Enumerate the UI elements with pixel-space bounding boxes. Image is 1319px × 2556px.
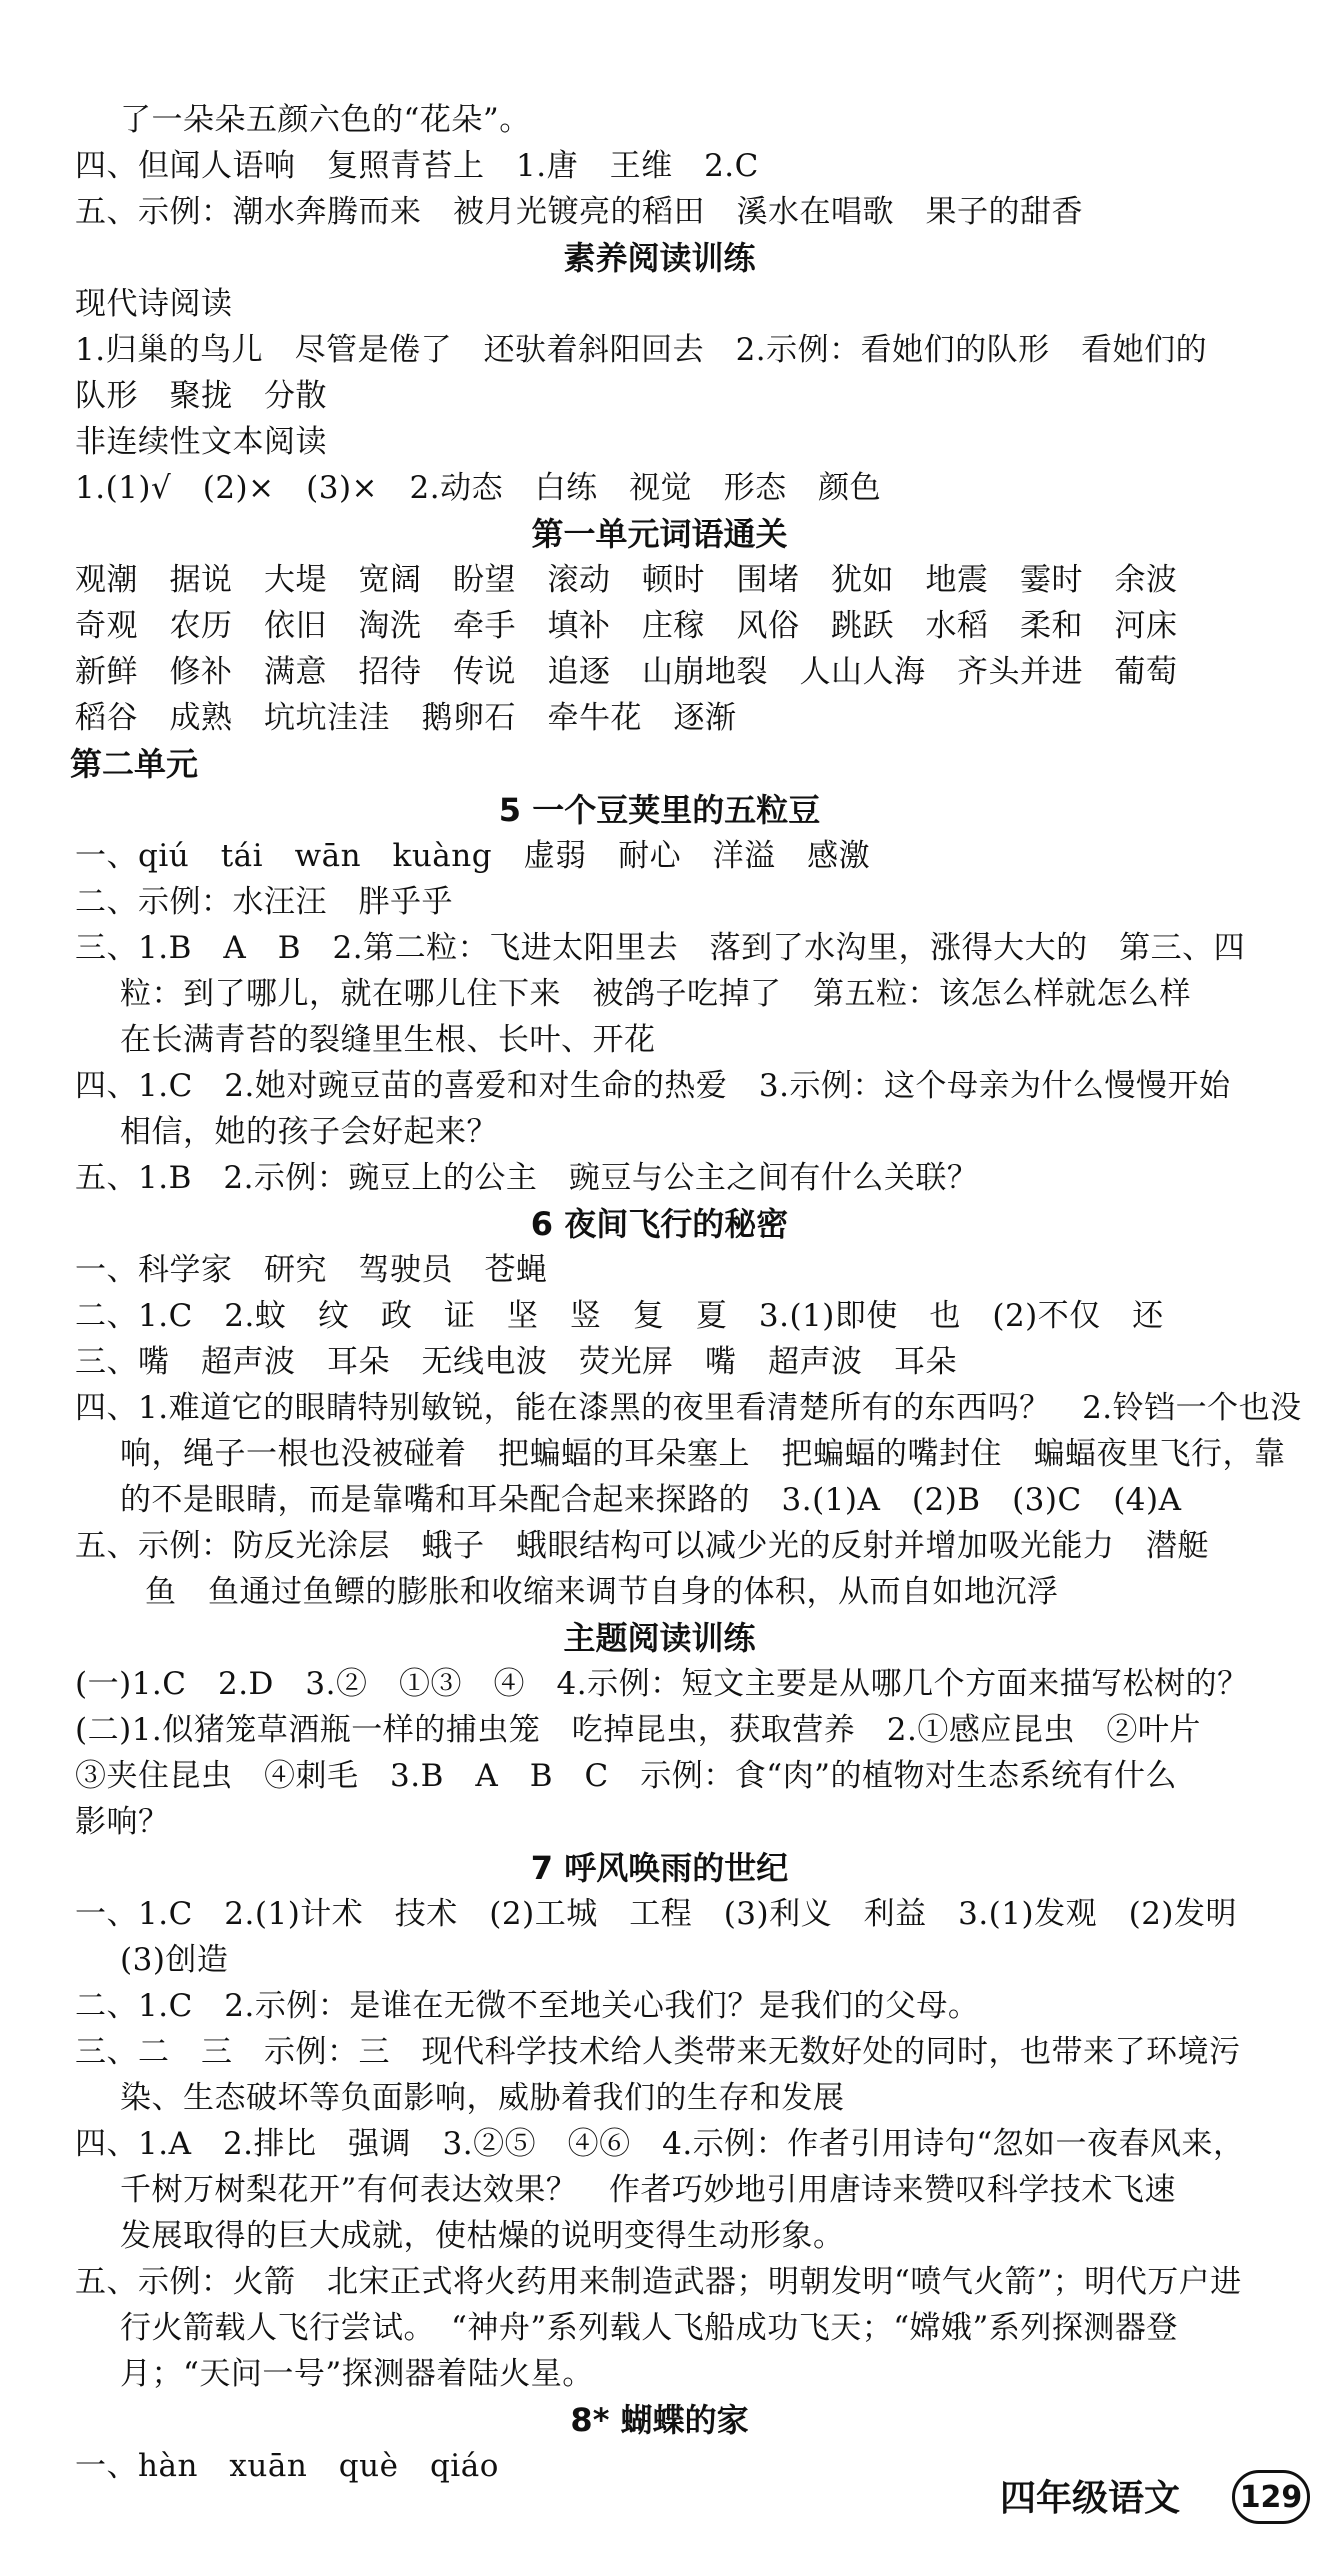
text-line: 一、1.C 2.(1)计术 技术 (2)工城 工程 (3)利义 利益 3.(1)发观 (2)发明 bbox=[75, 1896, 1238, 1932]
text-line: 四、但闻人语响 复照青苔上 1.唐 王维 2.C bbox=[75, 148, 759, 184]
text-line: 三、1.B A B 2.第二粒：飞进太阳里去 落到了水沟里，涨得大大的 第三、四 bbox=[75, 930, 1246, 966]
text-line: 非连续性文本阅读 bbox=[75, 424, 327, 460]
text-line: 四、1.C 2.她对豌豆苗的喜爱和对生命的热爱 3.示例：这个母亲为什么慢慢开始 bbox=[75, 1068, 1231, 1104]
section-heading: 第一单元词语通关 bbox=[531, 515, 788, 553]
text-line: 发展取得的巨大成就，使枯燥的说明变得生动形象。 bbox=[120, 2218, 845, 2254]
section-heading: 素养阅读训练 bbox=[563, 239, 756, 277]
text-line: 鱼 鱼通过鱼鳔的膨胀和收缩来调节自身的体积，从而自如地沉浮 bbox=[145, 1574, 1059, 1610]
page-number: 129 bbox=[1239, 2479, 1303, 2515]
text-line: 月；“天问一号”探测器着陆火星。 bbox=[120, 2356, 594, 2392]
text-line: 二、1.C 2.蚊 纹 政 证 坚 竖 复 夏 3.(1)即使 也 (2)不仅 还 bbox=[75, 1298, 1164, 1334]
text-line: 现代诗阅读 bbox=[75, 286, 233, 322]
text-line: 四、1.A 2.排比 强调 3.②⑤ ④⑥ 4.示例：作者引用诗句“忽如一夜春风来， bbox=[75, 2126, 1245, 2162]
text-line: 四、1.难道它的眼睛特别敏锐，能在漆黑的夜里看清楚所有的东西吗？ 2.铃铛一个也没 bbox=[75, 1390, 1302, 1426]
text-line: 千树万树梨花开”有何表达效果？ 作者巧妙地引用唐诗来赞叹科学技术飞速 bbox=[120, 2172, 1176, 2208]
text-line: 三、嘴 超声波 耳朵 无线电波 荧光屏 嘴 超声波 耳朵 bbox=[75, 1344, 957, 1380]
text-line: 队形 聚拢 分散 bbox=[75, 378, 327, 414]
text-line: (二)1.似猪笼草酒瓶一样的捕虫笼 吃掉昆虫，获取营养 2.①感应昆虫 ②叶片 bbox=[75, 1712, 1201, 1748]
lesson-heading: 7 呼风唤雨的世纪 bbox=[530, 1849, 789, 1887]
page-number-badge bbox=[1232, 2470, 1310, 2524]
text-line: 相信，她的孩子会好起来？ bbox=[120, 1114, 498, 1150]
lesson-heading: 8* 蝴蝶的家 bbox=[570, 2401, 749, 2439]
text-line: 粒：到了哪儿，就在哪儿住下来 被鸽子吃掉了 第五粒：该怎么样就怎么样 bbox=[120, 976, 1191, 1012]
vocab-line: 稻谷 成熟 坑坑洼洼 鹅卵石 牵牛花 逐渐 bbox=[75, 700, 737, 736]
text-line: 染、生态破坏等负面影响，威胁着我们的生存和发展 bbox=[120, 2080, 845, 2116]
text-line: 三、二 三 示例：三 现代科学技术给人类带来无数好处的同时，也带来了环境污 bbox=[75, 2034, 1241, 2070]
text-line: (3)创造 bbox=[120, 1942, 229, 1978]
text-line: 在长满青苔的裂缝里生根、长叶、开花 bbox=[120, 1022, 656, 1058]
vocab-line: 观潮 据说 大堤 宽阔 盼望 滚动 顿时 围堵 犹如 地震 霎时 余波 bbox=[75, 562, 1178, 598]
text-line: 五、示例：火箭 北宋正式将火药用来制造武器；明朝发明“喷气火箭”；明代万户进 bbox=[75, 2264, 1242, 2300]
text-line: 五、示例：潮水奔腾而来 被月光镀亮的稻田 溪水在唱歌 果子的甜香 bbox=[75, 194, 1083, 230]
text-line: 一、hàn xuān què qiáo bbox=[75, 2448, 499, 2484]
text-line: 1.(1)√ (2)× (3)× 2.动态 白练 视觉 形态 颜色 bbox=[75, 470, 882, 506]
unit-heading: 第二单元 bbox=[70, 745, 199, 783]
text-line: 的不是眼睛，而是靠嘴和耳朵配合起来探路的 3.(1)A (2)B (3)C (4)A bbox=[120, 1482, 1182, 1518]
text-line: (一)1.C 2.D 3.② ①③ ④ 4.示例：短文主要是从哪几个方面来描写松树的？ bbox=[75, 1666, 1249, 1702]
text-line: 二、示例：水汪汪 胖乎乎 bbox=[75, 884, 453, 920]
text-line: 一、科学家 研究 驾驶员 苍蝇 bbox=[75, 1252, 548, 1288]
text-line: 五、示例：防反光涂层 蛾子 蛾眼结构可以减少光的反射并增加吸光能力 潜艇 bbox=[75, 1528, 1209, 1564]
text-line: 影响？ bbox=[75, 1804, 170, 1840]
vocab-line: 新鲜 修补 满意 招待 传说 追逐 山崩地裂 人山人海 齐头并进 葡萄 bbox=[75, 654, 1178, 690]
text-line: 行火箭载人飞行尝试。 “神舟”系列载人飞船成功飞天；“嫦娥”系列探测器登 bbox=[120, 2310, 1178, 2346]
text-line: 了一朵朵五颜六色的“花朵”。 bbox=[120, 102, 531, 138]
text-line: 五、1.B 2.示例：豌豆上的公主 豌豆与公主之间有什么关联？ bbox=[75, 1160, 979, 1196]
lesson-heading: 5 一个豆荚里的五粒豆 bbox=[498, 791, 821, 829]
text-line: 一、qiú tái wān kuàng 虚弱 耐心 洋溢 感激 bbox=[75, 838, 871, 874]
section-heading: 主题阅读训练 bbox=[563, 1619, 756, 1657]
grade-subject-label: 四年级语文 bbox=[1000, 2478, 1181, 2519]
text-line: 二、1.C 2.示例：是谁在无微不至地关心我们？是我们的父母。 bbox=[75, 1988, 980, 2024]
lesson-heading: 6 夜间飞行的秘密 bbox=[530, 1205, 789, 1243]
text-line: 响，绳子一根也没被碰着 把蝙蝠的耳朵塞上 把蝙蝠的嘴封住 蝙蝠夜里飞行，靠 bbox=[120, 1436, 1286, 1472]
text-line: ③夹住昆虫 ④刺毛 3.B A B C 示例：食“肉”的植物对生态系统有什么 bbox=[75, 1758, 1177, 1794]
vocab-line: 奇观 农历 依旧 淘洗 牵手 填补 庄稼 风俗 跳跃 水稻 柔和 河床 bbox=[75, 608, 1178, 644]
text-line: 1.归巢的鸟儿 尽管是倦了 还驮着斜阳回去 2.示例：看她们的队形 看她们的 bbox=[75, 332, 1208, 368]
